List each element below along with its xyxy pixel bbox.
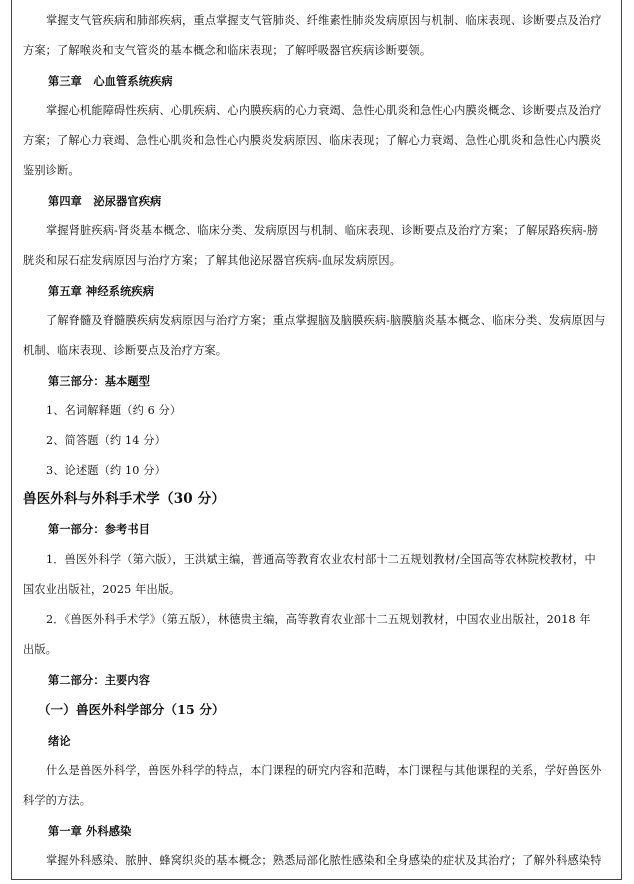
body-text: 方案；了解喉炎和支气管炎的基本概念和临床表现；了解呼吸器官疾病诊断要领。: [23, 44, 432, 57]
chapter-heading: 第五章 神经系统疾病: [48, 284, 155, 298]
reference-item: 2．《兽医外科手术学》（第五版），林德贵主编，高等教育农业部十二五规划教材，中国农业出版社，2018 年: [46, 613, 591, 626]
chapter-heading: 绪论: [48, 734, 71, 748]
chapter-heading: 第四章 泌尿器官疾病: [48, 194, 162, 208]
body-text: 掌握肾脏疾病-肾炎基本概念、临床分类、发病原因与机制、临床表现、诊断要点及治疗方案；了解尿路疾病-膀: [46, 224, 599, 237]
body-text: 什么是兽医外科学，兽医外科学的特点，本门课程的研究内容和范畴，本门课程与其他课程的关系，学好兽医外: [46, 764, 602, 777]
body-text: 方案；了解心力衰竭、急性心肌炎和急性心内膜炎发病原因、临床表现；了解心力衰竭、急性心肌炎和急性心内膜炎: [23, 134, 602, 147]
subject-title: 兽医外科与外科手术学（30 分）: [23, 491, 226, 507]
section-heading: 第三部分：基本题型: [48, 374, 151, 388]
body-text: 胱炎和尿石症发病原因与治疗方案；了解其他泌尿器官疾病-血尿发病原因。: [23, 254, 402, 267]
body-text: 机制、临床表现、诊断要点及治疗方案。: [23, 344, 228, 357]
part-heading: （一）兽医外科学部分（15 分）: [38, 702, 225, 717]
body-text: 鉴别诊断。: [23, 164, 80, 177]
reference-item-continued: 出版。: [23, 643, 58, 656]
table-border-right: [621, 0, 622, 880]
table-border-left: [11, 0, 12, 880]
list-item: 3、论述题（约 10 分）: [46, 464, 166, 477]
reference-item: 1．兽医外科学（第六版），王洪斌主编，普通高等教育农业农村部十二五规划教材/全国高等农林院校教材，中: [46, 553, 596, 566]
reference-item-continued: 国农业出版社，2025 年出版。: [23, 583, 181, 596]
chapter-heading: 第一章 外科感染: [48, 824, 132, 838]
body-text: 掌握心机能障碍性疾病、心肌疾病、心内膜疾病的心力衰竭、急性心肌炎和急性心内膜炎概念、诊断要点及治疗: [46, 104, 602, 117]
body-text: 掌握支气管疾病和肺部疾病，重点掌握支气管肺炎、纤维素性肺炎发病原因与机制、临床表现、诊断要点及治疗: [46, 14, 602, 27]
list-item: 1、名词解释题（约 6 分）: [46, 404, 182, 417]
body-text: 了解脊髓及脊髓膜疾病发病原因与治疗方案；重点掌握脑及脑膜疾病-脑膜脑炎基本概念、临床分类、发病原因与: [46, 314, 606, 327]
body-text: 科学的方法。: [23, 794, 92, 807]
list-item: 2、简答题（约 14 分）: [46, 434, 166, 447]
body-text: 掌握外科感染、脓肿、蜂窝织炎的基本概念；熟悉局部化脓性感染和全身感染的症状及其治疗；了解外科感染特: [46, 854, 602, 867]
section-heading: 第二部分：主要内容: [48, 673, 151, 687]
section-heading: 第一部分：参考书目: [48, 522, 151, 536]
table-border-bottom: [11, 879, 622, 880]
chapter-heading: 第三章 心血管系统疾病: [48, 74, 173, 88]
